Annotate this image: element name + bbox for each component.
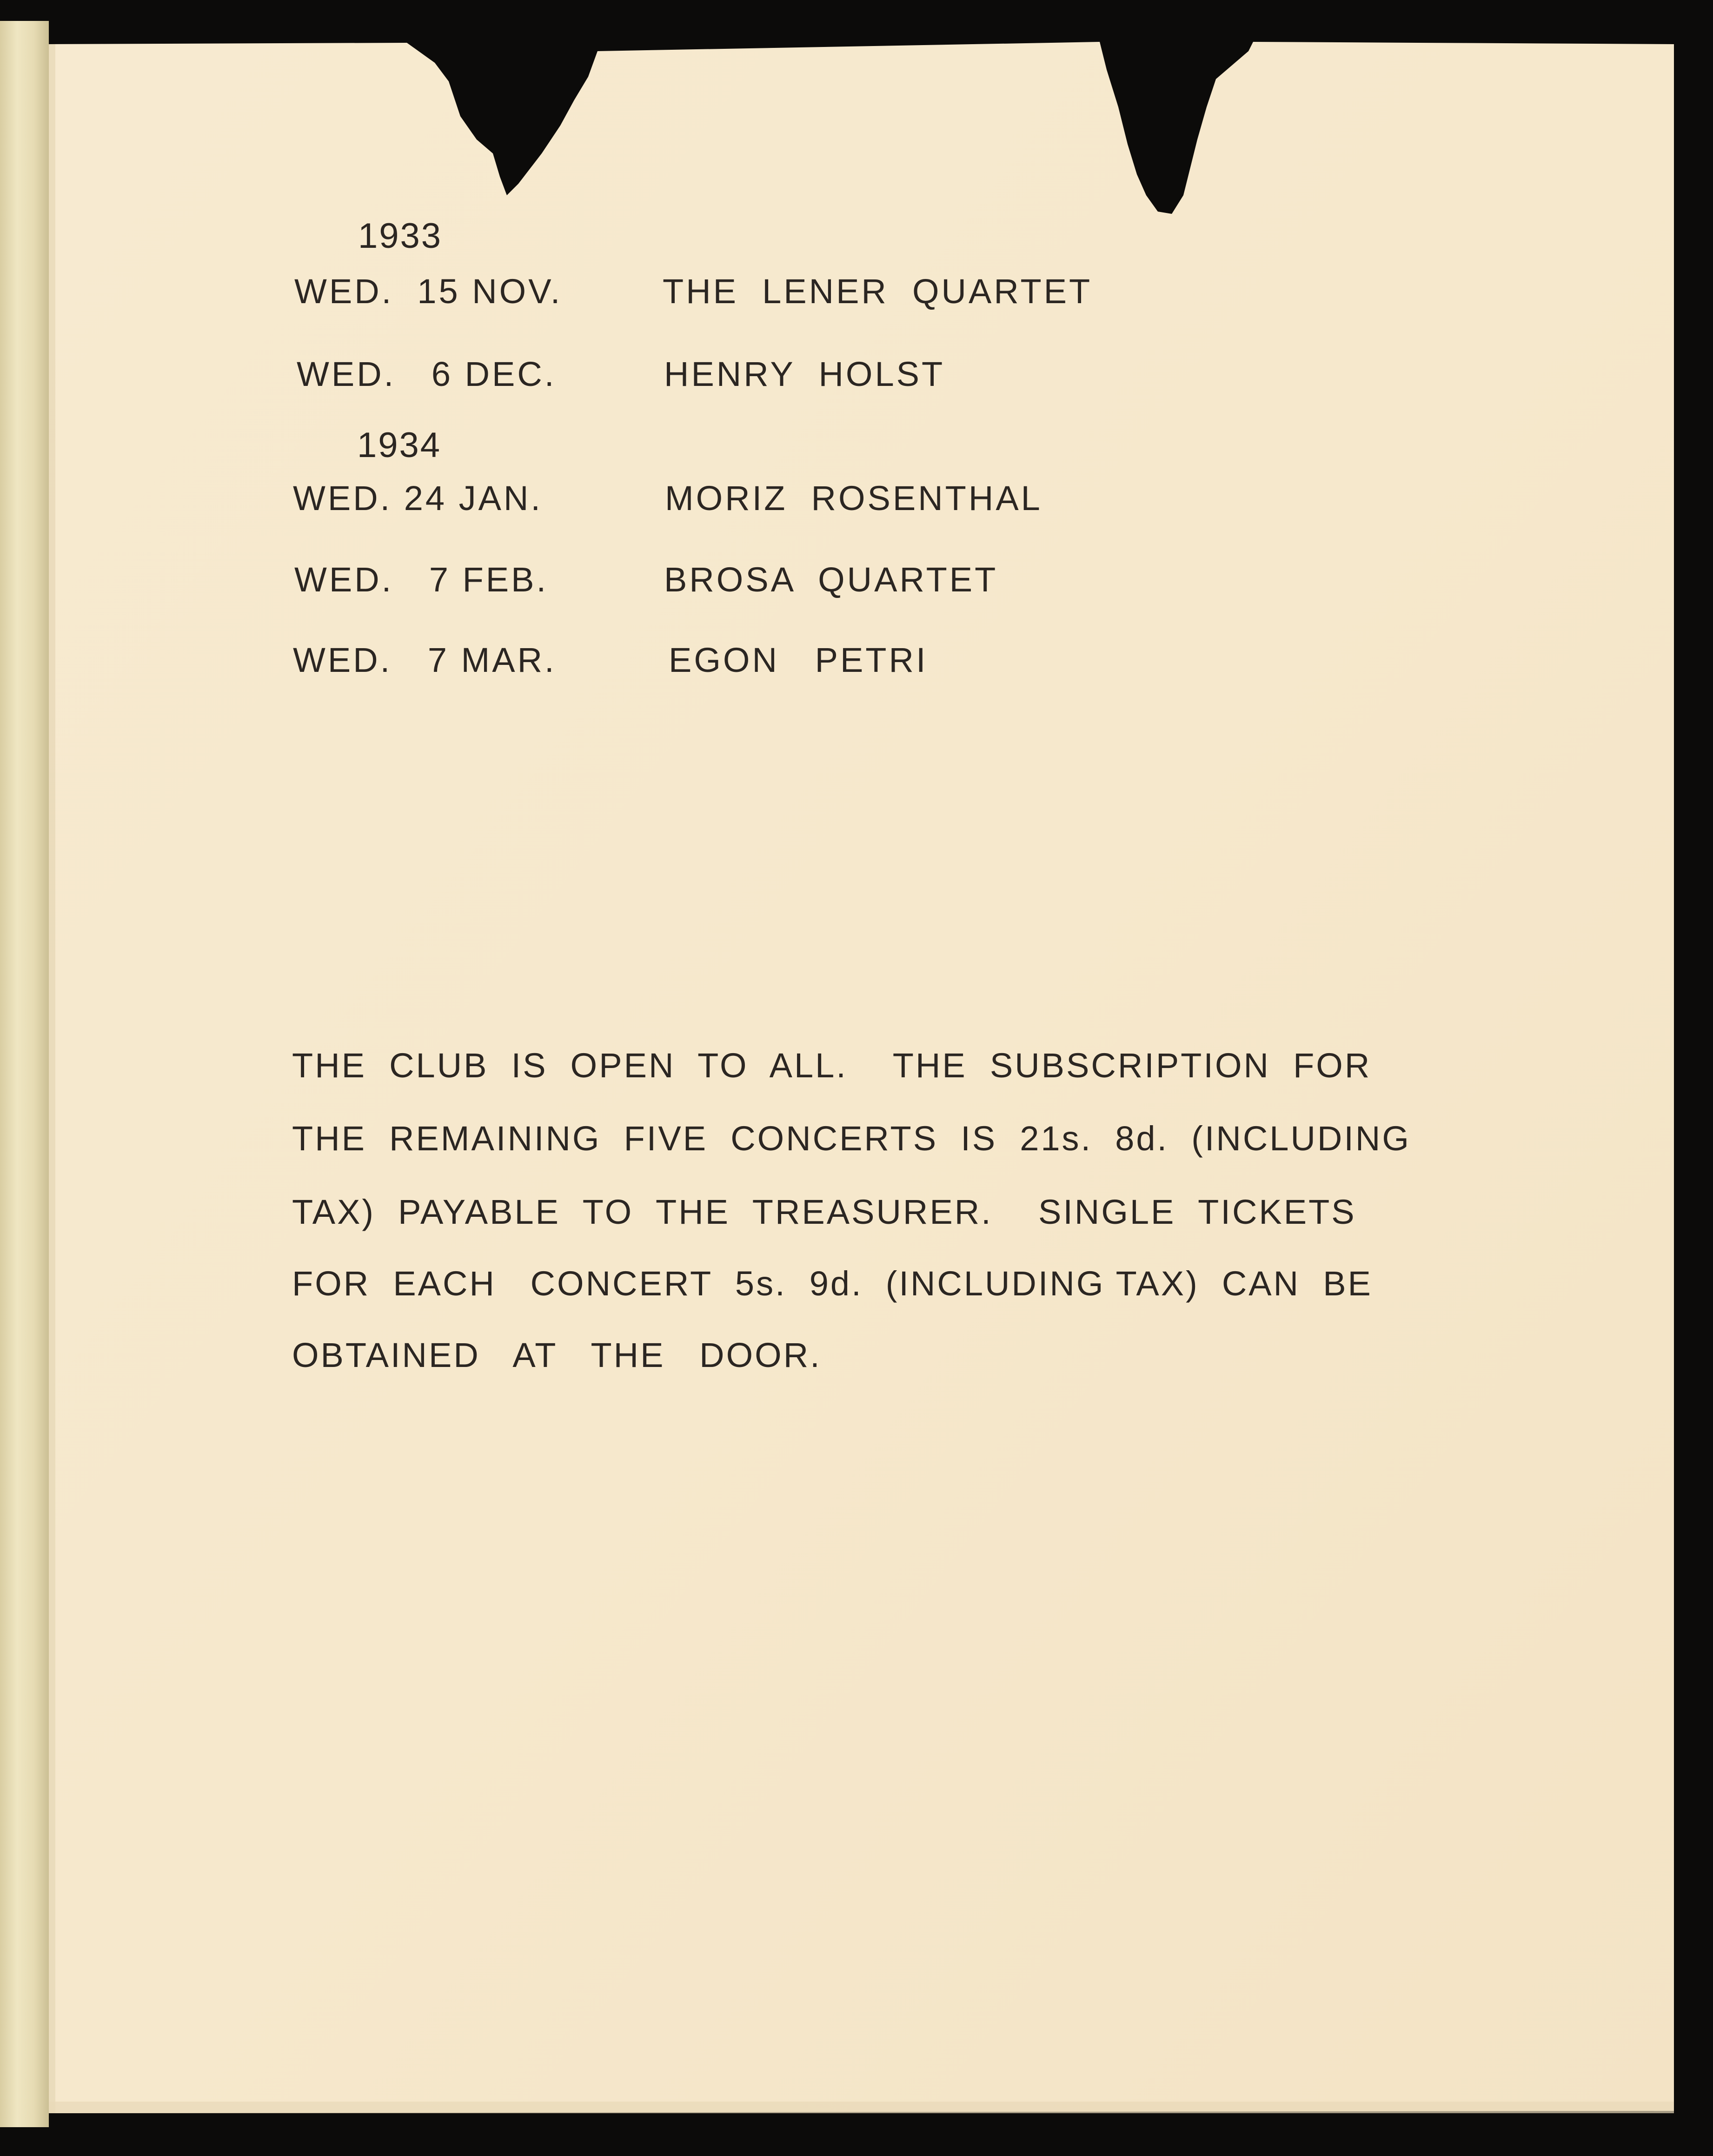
book-spine-edge — [0, 21, 49, 2127]
concert-date: WED. 15 NOV. — [294, 272, 563, 311]
notice-line: THE CLUB IS OPEN TO ALL. THE SUBSCRIPTION FOR — [292, 1046, 1372, 1085]
notice-line: OBTAINED AT THE DOOR. — [292, 1336, 822, 1374]
notice-line: THE REMAINING FIVE CONCERTS IS 21s. 8d. (INCLUDING — [292, 1119, 1411, 1158]
concert-performer: MORIZ ROSENTHAL — [665, 479, 1042, 517]
concert-date: WED. 6 DEC. — [297, 355, 557, 393]
concert-date: WED. 7 FEB. — [294, 560, 549, 599]
notice-line: FOR EACH CONCERT 5s. 9d. (INCLUDING TAX) CAN BE — [292, 1264, 1373, 1303]
year-1934-label: 1934 — [357, 425, 442, 465]
notice-line: TAX) PAYABLE TO THE TREASURER. SINGLE TICKETS — [292, 1193, 1356, 1231]
program-page — [49, 0, 1674, 2156]
year-1933-label: 1933 — [358, 216, 443, 256]
concert-performer: BROSA QUARTET — [664, 560, 998, 599]
concert-performer: HENRY HOLST — [664, 355, 945, 393]
concert-performer: EGON PETRI — [669, 641, 928, 679]
concert-date: WED. 24 JAN. — [293, 479, 543, 517]
concert-date: WED. 7 MAR. — [293, 641, 557, 679]
concert-performer: THE LENER QUARTET — [663, 272, 1093, 311]
